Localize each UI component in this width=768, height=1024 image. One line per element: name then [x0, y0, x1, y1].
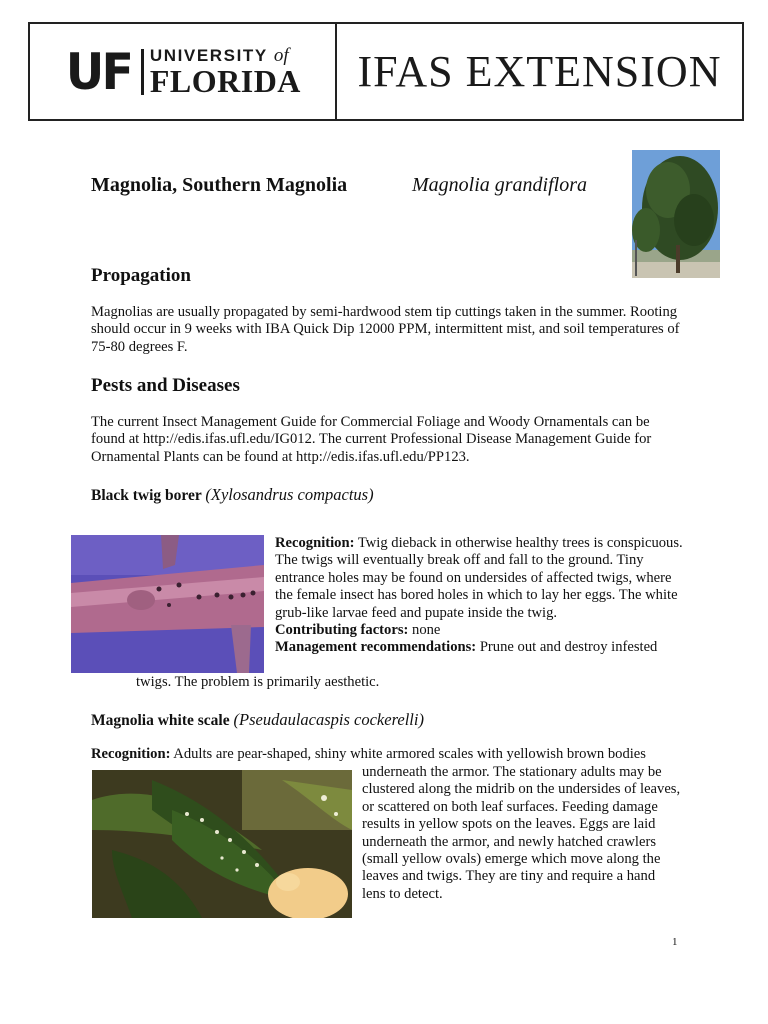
- borer-scientific-name: (Xylosandrus compactus): [205, 485, 374, 504]
- scale-recognition-first-line: [91, 746, 691, 763]
- scale-name: Magnolia white scale: [91, 712, 230, 729]
- scale-scientific-name: (Pseudaulacaspis cockerelli): [233, 710, 424, 729]
- scale-recognition-line1: Adults are pear-shaped, shiny white armored scales with yellowish brown bodies: [170, 746, 646, 762]
- uf-logo: [64, 42, 301, 101]
- borer-factors-text: none: [408, 622, 441, 639]
- logo-university: UNIVERSITY: [149, 46, 268, 65]
- borer-recognition-label: Recognition:: [275, 535, 355, 551]
- borer-heading: [91, 485, 374, 505]
- uf-logo-cell: [30, 24, 337, 119]
- plant-common-name: Magnolia, Southern Magnolia: [91, 174, 348, 196]
- logo-uf-mark: UF: [65, 42, 132, 101]
- scale-recognition-label: Recognition:: [91, 746, 171, 762]
- borer-management-label: Management recommendations:: [275, 639, 477, 656]
- magnolia-tree-photo: [632, 150, 720, 278]
- borer-details: [275, 535, 685, 657]
- plant-scientific-name: Magnolia grandiflora: [412, 174, 588, 196]
- header-title: IFAS EXTENSION: [357, 47, 722, 96]
- scale-heading: [91, 710, 424, 730]
- logo-wordmark: [150, 46, 301, 97]
- propagation-text: Magnolias are usually propagated by semi-hardwood stem tip cuttings taken in the summer. Rooting should occur in 9 weeks with IBA Quick Dip 12000 PPM, intermittent mist, and soil temperatures of 75-80 degrees F.: [91, 304, 680, 355]
- scale-recognition-text: underneath the armor. The stationary adults may be clustered along the midrib on the undersides of leaves, or scattered on both leaf surfaces. Feeding damage results in yellow spots on the leaves. Eggs are laid underneath the armor, and newly hatched crawlers (small yellow ovals) emerge which move along the leaves and twigs. They are tiny and require a hand lens to detect.: [362, 764, 681, 902]
- propagation-heading: Propagation: [91, 265, 191, 286]
- borer-name: Black twig borer: [91, 487, 202, 504]
- borer-management-continued: twigs. The problem is primarily aesthetic.: [136, 674, 380, 690]
- borer-factors-label: Contributing factors:: [275, 622, 409, 639]
- page-number: 1: [672, 936, 678, 948]
- logo-florida: FLORIDA: [149, 63, 301, 99]
- logo-of: of: [273, 45, 289, 66]
- extension-header: [28, 22, 744, 121]
- white-scale-photo: [92, 770, 352, 918]
- borer-recognition-text: Twig dieback in otherwise healthy trees is conspicuous. The twigs will eventually break off and fall to the ground. Tiny entrance holes may be found on undersides of affected twigs, where the female insect has bored holes in which to lay her eggs. The white grub-like larvae feed and pupate inside the twig.: [275, 535, 683, 621]
- pests-intro-text: The current Insect Management Guide for Commercial Foliage and Woody Ornamentals can be found at http://edis.ifas.ufl.edu/IG012. The current Professional Disease Management Guide for Ornamental Plants can be found at http://edis.ifas.ufl.edu/PP123.: [91, 414, 652, 465]
- borer-management-text: Prune out and destroy infested: [476, 639, 658, 656]
- logo-divider: [141, 49, 144, 95]
- pests-heading: Pests and Diseases: [91, 375, 240, 396]
- twig-borer-photo: [71, 535, 264, 673]
